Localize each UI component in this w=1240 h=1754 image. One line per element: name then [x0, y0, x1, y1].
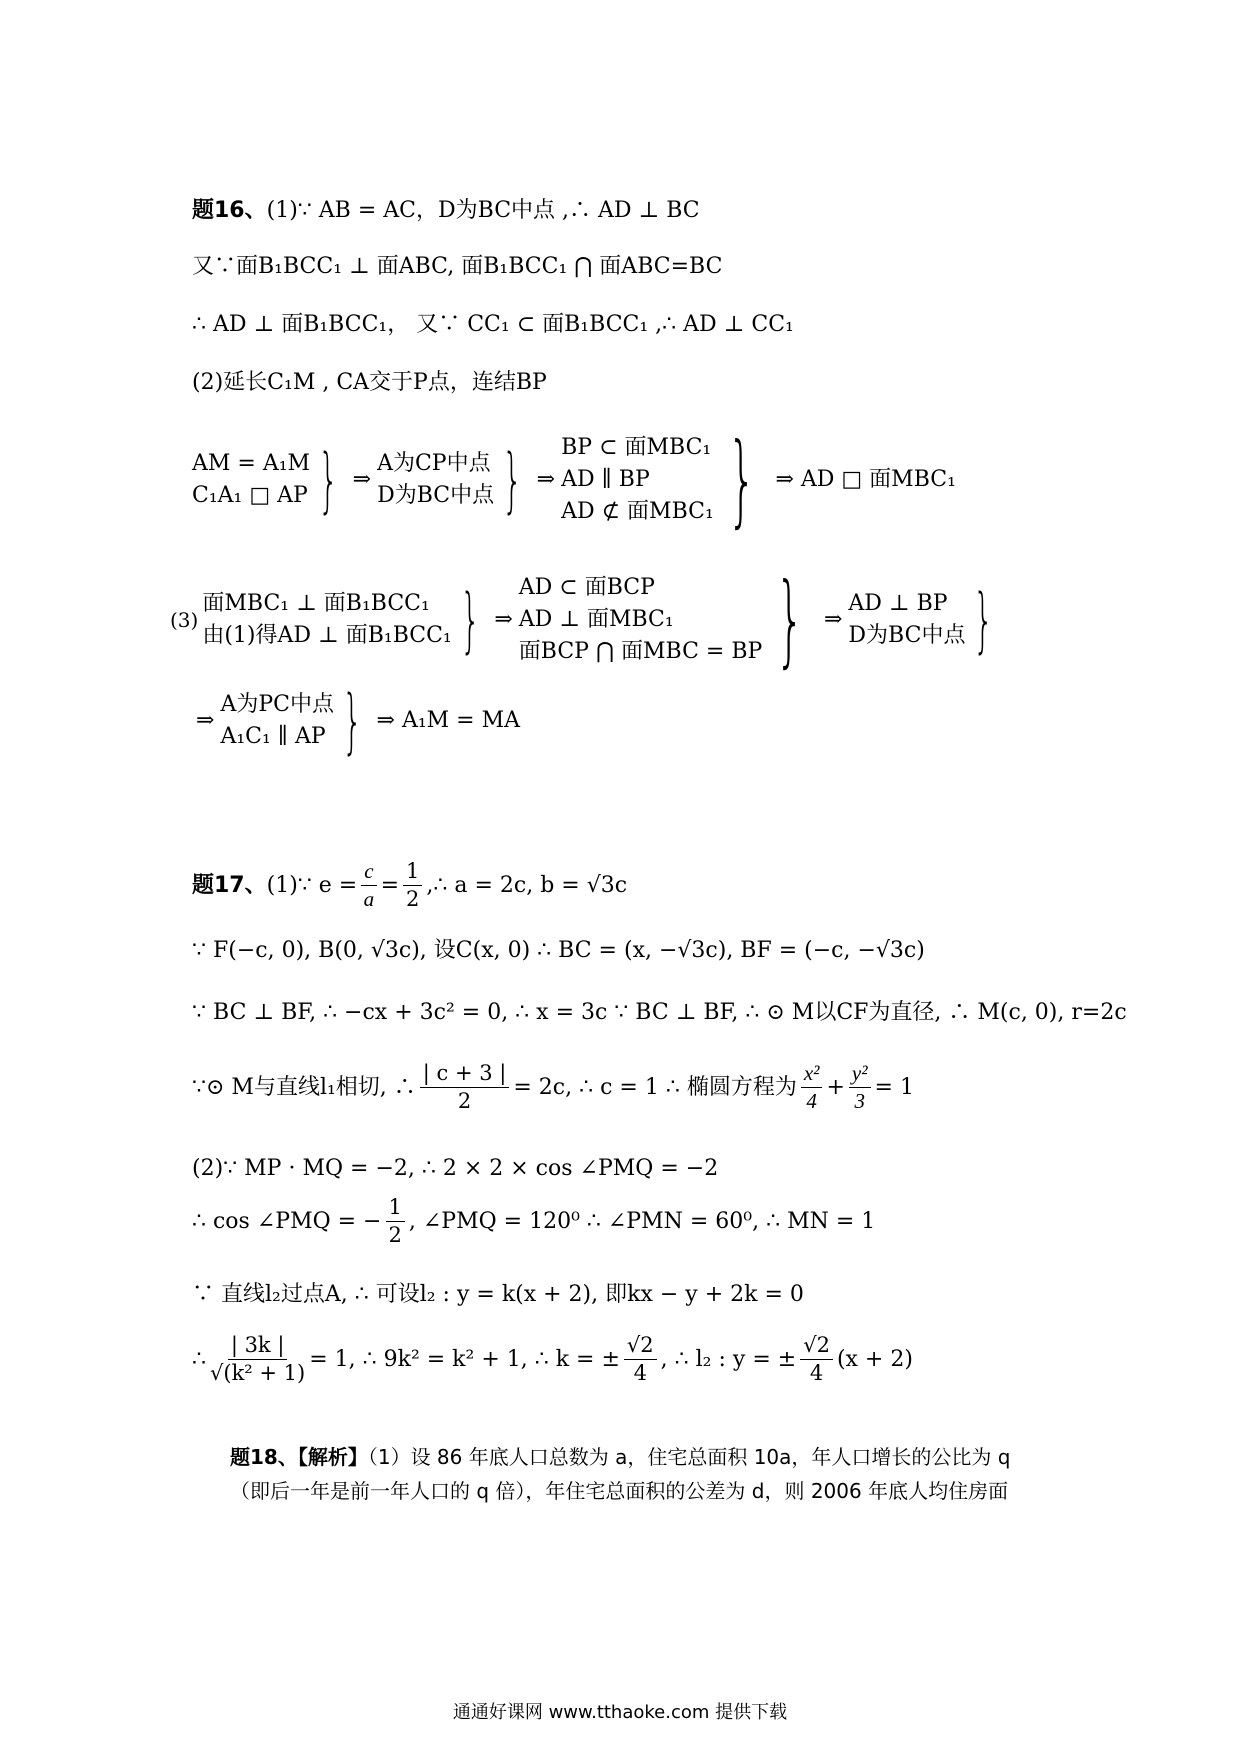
p18-paragraph [230, 1440, 1060, 1508]
p16-s2c-1: AD ∥ BP [561, 467, 650, 492]
p17-l8d: (x + 2) [836, 1346, 913, 1372]
p16-s2a-0: AM = A₁M [192, 451, 311, 476]
fraction-one-half [386, 1196, 405, 1247]
p17-line5: (2)∵ MP · MQ = −2, ∴ 2 × 2 × cos ∠PMQ = −2 [192, 1156, 719, 1181]
p16-s2c-2: AD ⊄ 面MBC₁ [561, 499, 714, 524]
fraction-c-over-a [361, 860, 376, 911]
p16-s2c-0: BP ⊂ 面MBC₁ [561, 435, 712, 460]
fraction-sqrt2-over-4 [800, 1334, 833, 1385]
p16-line4: (2)延长C₁M , CA交于P点，连结BP [192, 370, 547, 395]
p17-l6a: ∴ cos ∠PMQ = − [192, 1208, 382, 1234]
frac-num: 1 [386, 1196, 405, 1222]
fraction-abs-3k [210, 1334, 305, 1385]
frac-num: x² [801, 1062, 823, 1088]
frac-num: y² [849, 1062, 871, 1088]
p17-line3: ∵ BC ⊥ BF, ∴ −cx + 3c² = 0, ∴ x = 3c ∵ BC ⊥ BF, ∴ ⊙ M以CF为直径, ∴ M(c, 0), r=2c [192, 1000, 1127, 1025]
frac-den: √(k² + 1) [210, 1361, 306, 1386]
p17-line6 [192, 1196, 875, 1247]
frac-num: | 3k | [228, 1334, 288, 1360]
p16-s2b [377, 453, 494, 507]
p17-l1a: (1)∵ e = [266, 872, 358, 898]
implies-arrow: ⇒ [536, 467, 556, 492]
p16-label: 题16、 [192, 198, 267, 223]
p16-part3-derivation [170, 561, 1002, 678]
p17-l1b: ,∴ a = 2c, b = √3c [426, 872, 628, 898]
p16-s3b [519, 577, 763, 663]
page-footer: 通通好课网 www.tthaoke.com 提供下载 [452, 1702, 788, 1723]
p16-s3c-0: AD ⊥ BP [848, 591, 948, 616]
p17-l6b: , ∠PMQ = 120⁰ ∴ ∠PMN = 60⁰, ∴ MN = 1 [408, 1208, 876, 1234]
right-brace: } [775, 561, 805, 678]
frac-den: 2 [457, 1089, 472, 1114]
p17-line2: ∵ F(−c, 0), B(0, √3c), 设C(x, 0) ∴ BC = (x, −√3c), BF = (−c, −√3c) [192, 938, 925, 963]
p16-s3d-1: A₁C₁ ∥ AP [220, 724, 326, 749]
implies-arrow: ⇒ [352, 467, 372, 492]
frac-num: √2 [624, 1334, 657, 1360]
p16-s3b-0: AD ⊂ 面BCP [518, 575, 655, 600]
frac-num: 1 [403, 860, 422, 886]
p17-l4c: = 1 [874, 1074, 914, 1100]
frac-num: c [361, 860, 376, 886]
fraction-abs-c-plus-3 [420, 1062, 510, 1113]
frac-den: 4 [633, 1361, 647, 1386]
implies-arrow: ⇒ [196, 708, 215, 733]
frac-num: √2 [800, 1334, 833, 1360]
p17-label: 题17、 [192, 872, 267, 898]
p16-s2d: ⇒ AD □ 面MBC₁ [775, 467, 956, 492]
p18-line2: （即后一年是前一年人口的 q 倍），年住宅总面积的公差为 d，则 2006 年底人均住房面 [230, 1479, 1009, 1503]
p16-s3d-0: A为PC中点 [220, 692, 334, 717]
p16-s3b-2: 面BCP ⋂ 面MBC = BP [518, 639, 763, 664]
implies-arrow: ⇒ [494, 607, 513, 632]
frac-den: 4 [809, 1361, 824, 1386]
right-brace: } [318, 439, 339, 521]
p17-l8a: ∴ [192, 1346, 206, 1372]
p16-s2b-0: A为CP中点 [377, 451, 491, 476]
right-brace: } [460, 579, 481, 661]
p17-line8 [192, 1334, 913, 1385]
frac-den: 4 [806, 1089, 817, 1114]
fraction-sqrt2-over-4 [624, 1334, 657, 1385]
p16-part2-derivation [192, 421, 956, 538]
p17-line1 [192, 860, 627, 911]
p18-text1: （1）设 86 年底人口总数为 a，住宅总面积 10a，年人口增长的公比为 q [367, 1445, 1011, 1469]
p18-label: 题18、【解析】 [230, 1445, 368, 1469]
frac-den: 2 [388, 1223, 402, 1248]
right-brace: } [502, 439, 523, 521]
frac-den: a [363, 887, 375, 912]
right-brace: } [973, 579, 994, 661]
p18-line1 [230, 1440, 1060, 1474]
frac-den: 2 [406, 887, 420, 912]
frac-den: 3 [854, 1089, 865, 1114]
right-brace: } [727, 421, 756, 538]
p16-s3label: (3) [170, 608, 199, 632]
p17-l4b: = 2c, ∴ c = 1 ∴ 椭圆方程为 [513, 1074, 797, 1100]
p16-line2: 又∵面B₁BCC₁ ⊥ 面ABC, 面B₁BCC₁ ⋂ 面ABC=BC [192, 254, 723, 279]
p17-l8b: = 1, ∴ 9k² = k² + 1, ∴ k = ± [309, 1346, 620, 1372]
p16-l1: (1)∵ AB = AC，D为BC中点 ,∴ AD ⊥ BC [266, 198, 700, 223]
p16-line1 [192, 200, 700, 222]
p17-l8c: , ∴ l₂ : y = ± [660, 1346, 797, 1372]
frac-num: | c + 3 | [420, 1062, 510, 1088]
fraction-x2-over-4 [801, 1062, 823, 1113]
p16-s2a-1: C₁A₁ □ AP [192, 483, 308, 508]
implies-arrow: ⇒ [823, 607, 843, 632]
p16-part3-conclusion [196, 680, 521, 762]
p17-l4a: ∵⊙ M与直线l₁相切, ∴ [192, 1074, 416, 1100]
p16-s3a [202, 593, 451, 647]
p17-line4 [192, 1062, 914, 1113]
p16-s2c [561, 437, 714, 523]
p16-s3a-0: 面MBC₁ ⊥ 面B₁BCC₁ [202, 591, 430, 616]
p17-line7: ∵ 直线l₂过点A, ∴ 可设l₂ : y = k(x + 2), 即kx − y + 2k = 0 [192, 1282, 804, 1307]
p16-s2b-1: D为BC中点 [377, 483, 495, 508]
p16-line3: ∴ AD ⊥ 面B₁BCC₁， 又∵ CC₁ ⊂ 面B₁BCC₁ ,∴ AD ⊥ CC₁ [192, 312, 794, 337]
p16-s2a [192, 453, 310, 507]
p16-s3b-1: AD ⊥ 面MBC₁ [518, 607, 674, 632]
p17-l1eq: = [380, 872, 399, 898]
p16-s3e: ⇒ A₁M = MA [376, 708, 521, 733]
p16-s3c [848, 593, 965, 647]
p17-l4plus: + [826, 1074, 845, 1100]
fraction-one-half [403, 860, 422, 911]
p16-s3a-1: 由(1)得AD ⊥ 面B₁BCC₁ [202, 623, 452, 648]
p16-s3d [220, 694, 334, 748]
right-brace: } [342, 680, 363, 762]
fraction-y2-over-3 [849, 1062, 871, 1113]
p16-s3c-1: D为BC中点 [848, 623, 966, 648]
